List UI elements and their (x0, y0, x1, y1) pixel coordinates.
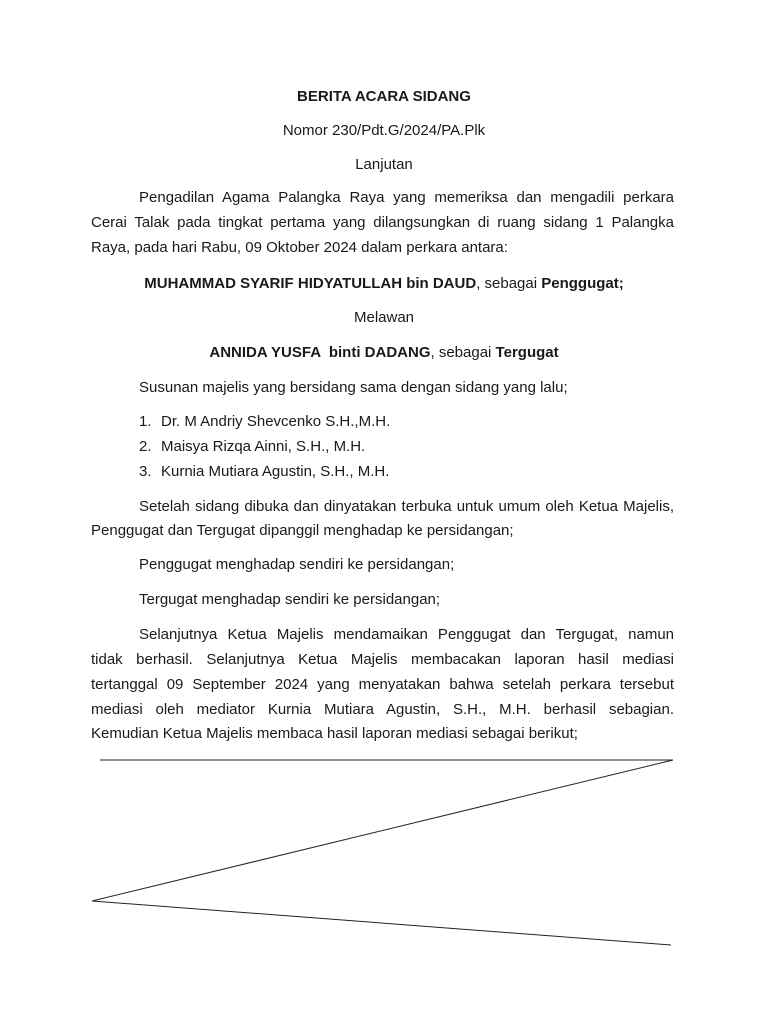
panel-intro: Susunan majelis yang bersidang sama dengan sidang yang lalu; (139, 379, 568, 396)
plaintiff-connector: , sebagai (476, 275, 542, 292)
opening-line-1: Pengadilan Agama Palangka Raya yang memeriksa dan mengadili perkara (139, 189, 674, 206)
opening-line-2: Cerai Talak pada tingkat pertama yang dilangsungkan di ruang sidang 1 Palangka (91, 214, 674, 231)
session-line-1: Setelah sidang dibuka dan dinyatakan terbuka untuk umum oleh Ketua Majelis, (139, 498, 674, 515)
defendant-line (0, 344, 768, 362)
defendant-role: Tergugat (495, 344, 559, 361)
versus-label: Melawan (353, 309, 415, 326)
defendant-connector: , sebagai (430, 344, 496, 361)
plaintiff-present: Penggugat menghadap sendiri ke persidangan; (139, 556, 455, 573)
list-number: 3. (139, 463, 152, 480)
list-number: 2. (139, 438, 152, 455)
continuation-label: Lanjutan (355, 156, 413, 173)
mediation-line-4: mediasi oleh mediator Kurnia Mutiara Agustin, S.H., M.H. berhasil sebagian. (91, 701, 674, 718)
judge-name: Kurnia Mutiara Agustin, S.H., M.H. (161, 463, 390, 480)
plaintiff-role: Penggugat; (541, 275, 624, 292)
mediation-line-5: Kemudian Ketua Majelis membaca hasil laporan mediasi sebagai berikut; (91, 725, 578, 742)
list-item (139, 413, 390, 431)
plaintiff-name: MUHAMMAD SYARIF HIDYATULLAH bin DAUD (144, 275, 477, 292)
mediation-line-3: tertanggal 09 September 2024 yang menyatakan bahwa setelah perkara tersebut (91, 676, 674, 693)
list-number: 1. (139, 413, 152, 430)
judge-name: Dr. M Andriy Shevcenko S.H.,M.H. (161, 413, 391, 430)
list-item (139, 463, 389, 481)
judge-name: Maisya Rizqa Ainni, S.H., M.H. (161, 438, 366, 455)
mediation-line-2: tidak berhasil. Selanjutnya Ketua Majelis membacakan laporan hasil mediasi (91, 651, 674, 668)
case-number: Nomor 230/Pdt.G/2024/PA.Plk (282, 122, 486, 139)
list-item (139, 438, 365, 456)
session-line-2: Penggugat dan Tergugat dipanggil menghadap ke persidangan; (91, 522, 514, 539)
defendant-name: ANNIDA YUSFA binti DADANG (209, 344, 431, 361)
plaintiff-line (0, 275, 768, 293)
defendant-present: Tergugat menghadap sendiri ke persidangan; (139, 591, 441, 608)
opening-line-3: Raya, pada hari Rabu, 09 Oktober 2024 dalam perkara antara: (91, 239, 508, 256)
document-title: BERITA ACARA SIDANG (297, 88, 471, 105)
mediation-line-1: Selanjutnya Ketua Majelis mendamaikan Penggugat dan Tergugat, namun (139, 626, 674, 643)
